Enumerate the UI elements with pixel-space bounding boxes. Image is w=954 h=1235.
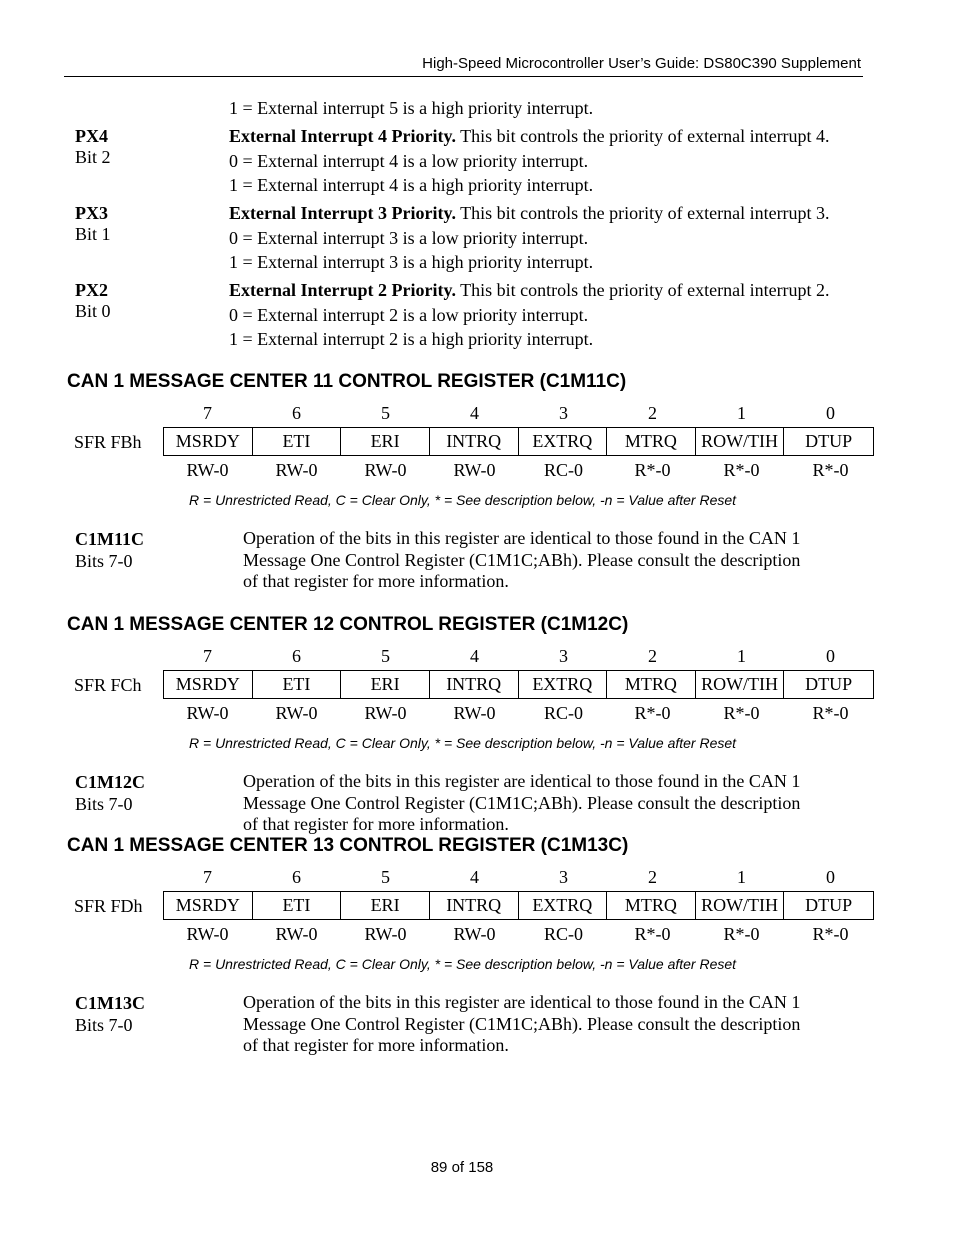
px3-high-priority-line: 1 = External interrupt 3 is a high priority interrupt. [229,252,594,272]
register-bit-cell: ERI [341,671,430,698]
register-description [243,528,843,593]
sfr-address: SFR FDh [74,896,143,916]
bit-access: RW-0 [364,460,407,480]
bit-access: RW-0 [453,924,496,944]
bit-number: 5 [381,867,390,887]
bit-number: 6 [292,646,301,666]
register-bit-cell: ROW/TIH [696,892,785,919]
register-legend: R = Unrestricted Read, C = Clear Only, * = See description below, -n = Value after Reset [189,956,737,972]
header-rule [64,76,863,77]
page-header-title: High-Speed Microcontroller User’s Guide: DS80C390 Supplement [422,55,861,72]
register-bit-cell: MSRDY [164,671,253,698]
bit-number: 2 [648,403,657,423]
description-line: Operation of the bits in this register are identical to those found in the CAN 1 [243,528,801,548]
bit-access: RW-0 [275,460,318,480]
register-bit-cell: INTRQ [430,892,519,919]
register-bit-cell: ERI [341,892,430,919]
bit-access: RW-0 [186,703,229,723]
register-bit-cell: MTRQ [607,892,696,919]
register-bit-cell: ETI [253,892,342,919]
bit-access: R*-0 [723,460,760,480]
bit-number: 1 [737,403,746,423]
register-section-title: CAN 1 MESSAGE CENTER 13 CONTROL REGISTER (C1M13C) [67,835,629,856]
bit-number: 4 [470,646,479,666]
description-register-name: C1M12C [75,772,145,792]
bit-access: RC-0 [543,703,583,723]
px2-high-priority-line: 1 = External interrupt 2 is a high priority interrupt. [229,329,594,349]
description-bit-range: Bits 7-0 [75,551,133,571]
bit-number: 5 [381,403,390,423]
bit-number: 7 [203,646,212,666]
page-number: 89 of 158 [430,1159,494,1176]
register-bit-cell: MTRQ [607,671,696,698]
bit-number: 7 [203,403,212,423]
bit-access: R*-0 [812,924,849,944]
register-bit-cell: ETI [253,428,342,455]
sfr-address: SFR FBh [74,432,142,452]
bit-access: R*-0 [812,460,849,480]
px3-low-priority-line: 0 = External interrupt 3 is a low priority interrupt. [229,228,589,248]
bit-access: RC-0 [543,460,583,480]
register-bit-cell: EXTRQ [519,892,608,919]
bit-title-px2: External Interrupt 2 Priority. [229,280,456,300]
description-bit-range: Bits 7-0 [75,1015,133,1035]
register-bit-cell: MSRDY [164,892,253,919]
bit-access: R*-0 [812,703,849,723]
bit-name-px3: PX3 [75,203,108,223]
bit-number: 4 [470,403,479,423]
bit-title-px3: External Interrupt 3 Priority. [229,203,456,223]
description-line: Message One Control Register (C1M1C;ABh). Please consult the description [243,1013,801,1034]
register-bit-cell: EXTRQ [519,671,608,698]
description-register-name: C1M13C [75,993,145,1013]
register-bit-table [163,427,874,456]
register-description [243,771,843,836]
bit-number: 2 [648,867,657,887]
description-line: Operation of the bits in this register are identical to those found in the CAN 1 [243,771,801,791]
register-bit-table [163,670,874,699]
bit-position-px2: Bit 0 [75,301,111,321]
bit-access: RW-0 [364,924,407,944]
bit-access: RW-0 [186,460,229,480]
bit-access: R*-0 [723,924,760,944]
register-legend: R = Unrestricted Read, C = Clear Only, * = See description below, -n = Value after Reset [189,492,737,508]
register-description [243,992,843,1057]
bit-number: 0 [826,646,835,666]
description-bit-range: Bits 7-0 [75,794,133,814]
bit-description-px4 [229,126,830,146]
bit-number: 1 [737,646,746,666]
description-register-name: C1M11C [75,529,144,549]
bit-number: 4 [470,867,479,887]
bit-number: 7 [203,867,212,887]
register-bit-cell: MSRDY [164,428,253,455]
bit-position-px3: Bit 1 [75,224,111,244]
bit-name-px4: PX4 [75,126,108,146]
bit-text-px2: This bit controls the priority of external interrupt 2. [455,280,830,300]
description-line: Operation of the bits in this register are identical to those found in the CAN 1 [243,992,801,1012]
bit-title-px4: External Interrupt 4 Priority. [229,126,456,146]
bit-access: RW-0 [186,924,229,944]
bit-number: 6 [292,403,301,423]
register-bit-cell: DTUP [805,895,853,915]
register-bit-cell: ETI [253,671,342,698]
bit-number: 3 [559,646,568,666]
bit-number: 1 [737,867,746,887]
bit-description-px2 [229,280,830,300]
sfr-address: SFR FCh [74,675,142,695]
register-bit-cell: ROW/TIH [696,428,785,455]
px4-high-priority-line: 1 = External interrupt 4 is a high priority interrupt. [229,175,594,195]
bit-access: RW-0 [364,703,407,723]
bit-number: 0 [826,867,835,887]
description-line: Message One Control Register (C1M1C;ABh). Please consult the description [243,549,801,570]
bit-number: 3 [559,403,568,423]
bit-text-px4: This bit controls the priority of external interrupt 4. [455,126,830,146]
bit-text-px3: This bit controls the priority of external interrupt 3. [455,203,830,223]
bit-access: R*-0 [634,924,671,944]
register-bit-cell: EXTRQ [519,428,608,455]
register-section-title: CAN 1 MESSAGE CENTER 12 CONTROL REGISTER (C1M12C) [67,614,629,635]
bit-access: R*-0 [634,703,671,723]
bit-number: 6 [292,867,301,887]
bit-position-px4: Bit 2 [75,147,111,167]
register-legend: R = Unrestricted Read, C = Clear Only, * = See description below, -n = Value after Reset [189,735,737,751]
bit-number: 5 [381,646,390,666]
bit-number: 2 [648,646,657,666]
register-bit-table [163,891,874,920]
px5-high-priority-line: 1 = External interrupt 5 is a high priority interrupt. [229,98,594,118]
bit-access: RW-0 [275,703,318,723]
bit-access: RW-0 [453,460,496,480]
description-line: of that register for more information. [243,571,509,591]
register-bit-cell: ERI [341,428,430,455]
description-line: of that register for more information. [243,1035,509,1055]
register-bit-cell: DTUP [805,431,853,451]
bit-access: RC-0 [543,924,583,944]
px2-low-priority-line: 0 = External interrupt 2 is a low priority interrupt. [229,305,589,325]
register-bit-cell: MTRQ [607,428,696,455]
bit-name-px2: PX2 [75,280,108,300]
description-line: Message One Control Register (C1M1C;ABh). Please consult the description [243,792,801,813]
bit-access: R*-0 [634,460,671,480]
register-bit-cell: DTUP [805,674,853,694]
register-bit-cell: INTRQ [430,428,519,455]
bit-access: R*-0 [723,703,760,723]
bit-access: RW-0 [275,924,318,944]
bit-number: 0 [826,403,835,423]
register-bit-cell: INTRQ [430,671,519,698]
bit-description-px3 [229,203,830,223]
register-bit-cell: ROW/TIH [696,671,785,698]
description-line: of that register for more information. [243,814,509,834]
register-section-title: CAN 1 MESSAGE CENTER 11 CONTROL REGISTER (C1M11C) [67,371,627,392]
px4-low-priority-line: 0 = External interrupt 4 is a low priority interrupt. [229,151,589,171]
bit-number: 3 [559,867,568,887]
bit-access: RW-0 [453,703,496,723]
